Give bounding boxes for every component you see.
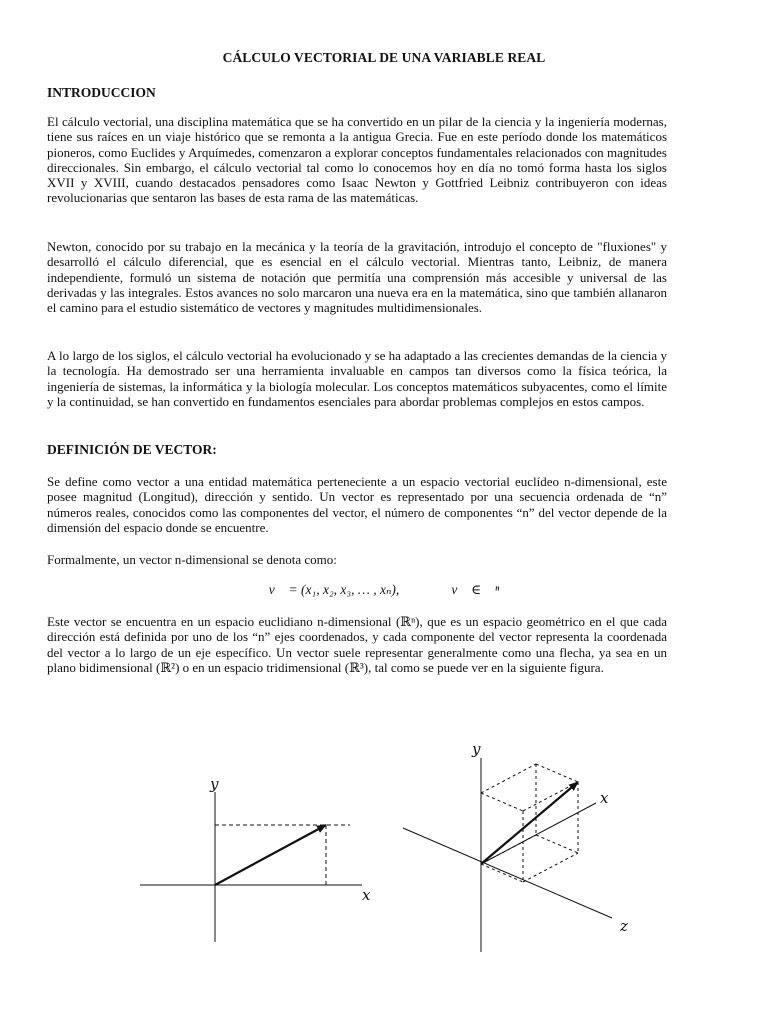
plane-2d-y-label: y [210, 775, 219, 793]
space-3d-x-label: x [600, 789, 609, 807]
definition-paragraph-2: Formalmente, un vector n-dimensional se denota como: [47, 552, 337, 567]
document-title: CÁLCULO VECTORIAL DE UNA VARIABLE REAL [222, 50, 546, 65]
vector-figure [0, 730, 768, 1010]
intro-paragraph-2: Newton, conocido por su trabajo en la mecánica y la teoría de la gravitación, introdujo el concepto de "fluxiones" y desarrolló el cálculo diferencial, que es esencial en el cálculo vectorial. Mientras tanto, Leibniz, de manera independiente, formuló un sistema de notación que permitía una comprensión más accesible y universal de las derivadas y las integrales. Estos avances no solo marcaron una nueva era en la matemática, sino que también allanaron el camino para el estudio sistemático de vectores y magnitudes multidimensionales. [47, 239, 667, 316]
intro-paragraph-3: A lo largo de los siglos, el cálculo vectorial ha evolucionado y se ha adaptado a las crecientes demandas de la ciencia y la tecnología. Ha demostrado ser una herramienta invaluable en campos tan diversos como la física teórica, la ingeniería de sistemas, la informática y la biología molecular. Los conceptos matemáticos subyacentes, como el límite y la continuidad, se han convertido en fundamentos esenciales para abordar problemas complejos en estos campos. [47, 348, 667, 409]
plane-2d-vector-arrow [215, 825, 326, 885]
intro-paragraph-1: El cálculo vectorial, una disciplina matemática que se ha convertido en un pilar de la ciencia y la ingeniería modernas, tiene sus raíces en un viaje histórico que se remonta a la antigua Grecia. Fue en este período donde los matemáticos pioneros, como Euclides y Arquímedes, comenzaron a explorar conceptos fundamentales relacionados con magnitudes direccionales. Sin embargo, el cálculo vectorial tal como lo conocemos hoy en día no tomó forma hasta los siglos XVII y XVIII, cuando destacados pensadores como Isaac Newton y Gottfried Leibniz contribuyeron con ideas revolucionarias que sentaron las bases de esta rama de las matemáticas. [47, 114, 667, 206]
plane-2d-x-label: x [362, 886, 371, 904]
space-3d-y-label: y [472, 740, 481, 758]
intro-heading: INTRODUCCION [47, 85, 156, 100]
space-3d-z-label: z [620, 917, 628, 935]
definition-paragraph-1: Se define como vector a una entidad matemática perteneciente a un espacio vectorial euclídeo n-dimensional, este posee magnitud (Longitud), dirección y sentido. Un vector es representado por una secuencia ordenada de “n” números reales, conocidos como las componentes del vector, el número de componentes “n” del vector depende de la dimensión del espacio donde se encuentre. [47, 474, 667, 535]
formula-right: v⃗ ∈ ℝⁿ [451, 582, 500, 597]
formula-left: v⃗ = (x₁, x₂, x₃, … , xₙ), [268, 582, 400, 597]
definition-paragraph-3: Este vector se encuentra en un espacio euclidiano n-dimensional (ℝⁿ), que es un espacio geométrico en el que cada dirección está definida por uno de los “n” ejes coordenados, y cada componente del vector representa la coordenada del vector a lo largo de un eje específico. Un vector suele representar generalmente como una flecha, ya sea en un plano bidimensional (ℝ²) o en un espacio tridimensional (ℝ³), tal como se puede ver en la siguiente figura. [47, 614, 667, 675]
plane-2d-diagram [140, 775, 371, 942]
space-3d-vector-arrow [481, 782, 578, 864]
definition-heading: DEFINICIÓN DE VECTOR: [47, 442, 217, 457]
vector-formula [0, 582, 768, 598]
space-3d-diagram [403, 740, 628, 952]
